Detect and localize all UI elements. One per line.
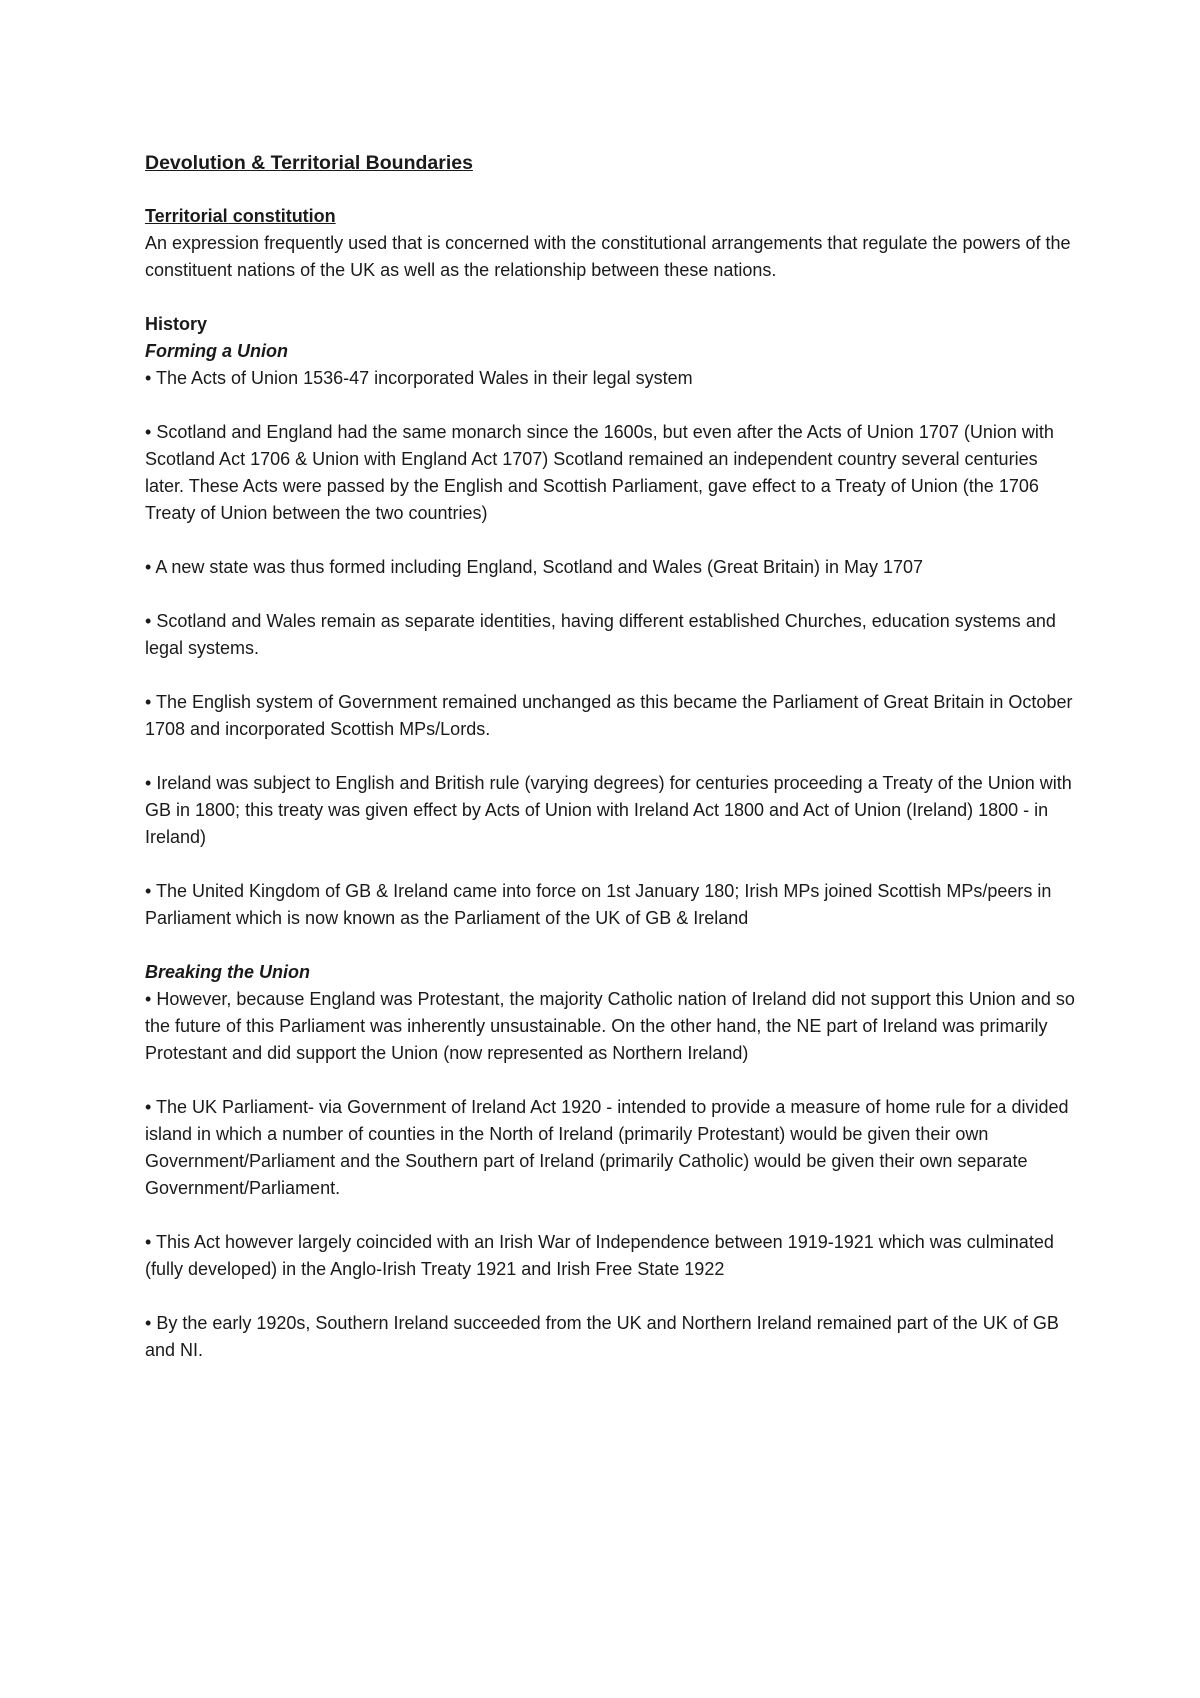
list-item-text: The English system of Government remained unchanged as this became the Parliament of Great Britain in October 1708 and incorporated Scottish MPs/Lords. — [145, 692, 1073, 739]
bullet-icon: • — [145, 692, 152, 712]
list-item-text: This Act however largely coincided with an Irish War of Independence between 1919-1921 which was culminated (fully developed) in the Anglo-Irish Treaty 1921 and Irish Free State 1922 — [145, 1232, 1054, 1279]
section-heading-history: History — [145, 314, 208, 334]
document-body — [145, 149, 1080, 1364]
list-item — [145, 878, 1080, 932]
list-item-text: The United Kingdom of GB & Ireland came into force on 1st January 180; Irish MPs joined Scottish MPs/peers in Parliament which is now known as the Parliament of the UK of GB & Ireland — [145, 881, 1052, 928]
bullet-icon: • — [145, 611, 152, 631]
list-item-text: By the early 1920s, Southern Ireland succeeded from the UK and Northern Ireland remained part of the UK of GB and NI. — [145, 1313, 1059, 1360]
bullet-icon: • — [145, 1313, 152, 1333]
bullet-icon: • — [145, 1097, 152, 1117]
bullet-icon: • — [145, 422, 152, 442]
list-item — [145, 689, 1080, 743]
bullet-icon: • — [145, 773, 152, 793]
list-item — [145, 554, 1080, 581]
list-item — [145, 608, 1080, 662]
list-item-text: However, because England was Protestant, the majority Catholic nation of Ireland did not support this Union and so the future of this Parliament was inherently unsustainable. On the other hand, the NE part of Ireland was primarily Protestant and did support the Union (now represented as Northern Ireland) — [145, 989, 1075, 1063]
section-heading-territorial-constitution: Territorial constitution — [145, 206, 336, 226]
list-item — [145, 986, 1080, 1067]
bullet-icon: • — [145, 557, 152, 577]
list-item — [145, 1310, 1080, 1364]
list-item-text: A new state was thus formed including England, Scotland and Wales (Great Britain) in May 1707 — [155, 557, 924, 577]
bullet-icon: • — [145, 368, 152, 388]
list-item-text: Scotland and England had the same monarch since the 1600s, but even after the Acts of Union 1707 (Union with Scotland Act 1706 & Union with England Act 1707) Scotland remained an independent country several centuries later. These Acts were passed by the English and Scottish Parliament, gave effect to a Treaty of Union (the 1706 Treaty of Union between the two countries) — [145, 422, 1054, 523]
territorial-constitution-definition: An expression frequently used that is concerned with the constitutional arrangements that regulate the powers of the constituent nations of the UK as well as the relationship between these nations. — [145, 233, 1071, 280]
list-item — [145, 419, 1080, 527]
subsection-heading-breaking-the-union: Breaking the Union — [145, 962, 311, 982]
list-item-text: The UK Parliament- via Government of Ireland Act 1920 - intended to provide a measure of home rule for a divided island in which a number of counties in the North of Ireland (primarily Protestant) would be given their own Government/Parliament and the Southern part of Ireland (primarily Catholic) would be given their own separate Government/Parliament. — [145, 1097, 1069, 1198]
list-item-text: Ireland was subject to English and British rule (varying degrees) for centuries proceeding a Treaty of the Union with GB in 1800; this treaty was given effect by Acts of Union with Ireland Act 1800 and Act of Union (Ireland) 1800 - in Ireland) — [145, 773, 1072, 847]
list-item — [145, 365, 1080, 392]
subsection-heading-forming-a-union: Forming a Union — [145, 341, 288, 361]
list-item-text: The Acts of Union 1536-47 incorporated Wales in their legal system — [156, 368, 693, 388]
list-item — [145, 1094, 1080, 1202]
list-item — [145, 770, 1080, 851]
bullet-icon: • — [145, 1232, 152, 1252]
bullet-icon: • — [145, 881, 152, 901]
list-item-text: Scotland and Wales remain as separate identities, having different established Churches, education systems and legal systems. — [145, 611, 1056, 658]
bullet-icon: • — [145, 989, 152, 1009]
document-title: Devolution & Territorial Boundaries — [145, 152, 473, 174]
list-item — [145, 1229, 1080, 1283]
